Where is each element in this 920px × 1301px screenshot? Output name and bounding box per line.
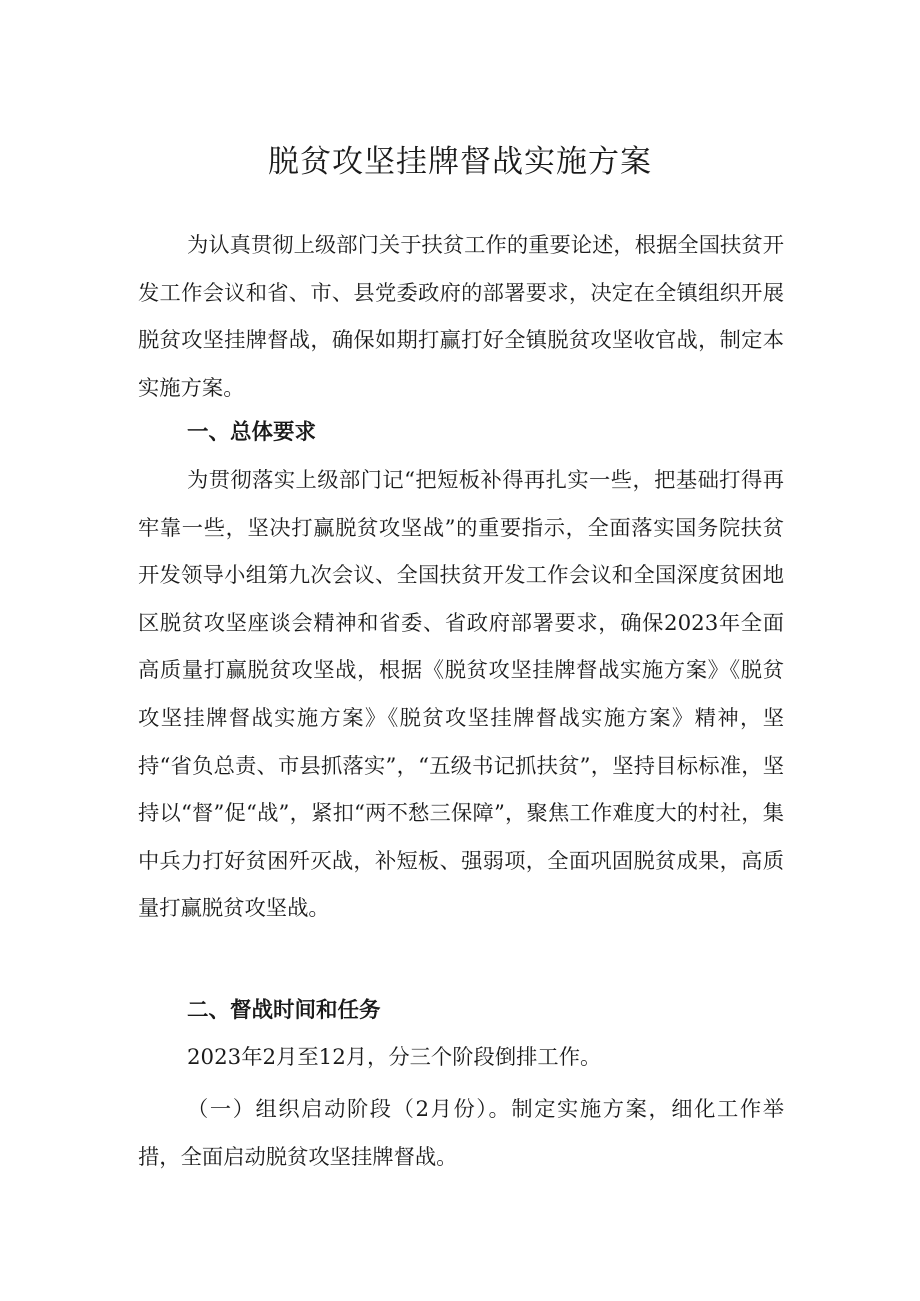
timeline-paragraph: 2023年2月至12月，分三个阶段倒排工作。 xyxy=(187,1045,602,1070)
stage-1-paragraph: （一）组织启动阶段（2月份）。制定实施方案，细化工作举措，全面启动脱贫攻坚挂牌督战。 xyxy=(138,1097,784,1170)
section-2-heading: 二、督战时间和任务 xyxy=(187,998,381,1023)
section-1-heading: 一、总体要求 xyxy=(187,420,317,445)
section-1-body: 为贯彻落实上级部门记“把短板补得再扎实一些，把基础打得再牢靠一些，坚决打赢脱贫攻坚战”的重要指示，全面落实国务院扶贫开发领导小组第九次会议、全国扶贫开发工作会议和全国深度贫困地区脱贫攻坚座谈会精神和省委、省政府部署要求，确保2023年全面高质量打赢脱贫攻坚战，根据《脱贫攻坚挂牌督战实施方案》《脱贫攻坚挂牌督战实施方案》《脱贫攻坚挂牌督战实施方案》精神，坚持“省负总责、市县抓落实”，“五级书记抓扶贫”，坚持目标标准，坚持以“督”促“战”，紧扣“两不愁三保障”，聚焦工作难度大的村社，集中兵力打好贫困歼灭战，补短板、强弱项，全面巩固脱贫成果，高质量打赢脱贫攻坚战。 xyxy=(138,468,784,922)
document-title: 脱贫攻坚挂牌督战实施方案 xyxy=(268,144,652,180)
intro-paragraph: 为认真贯彻上级部门关于扶贫工作的重要论述，根据全国扶贫开发工作会议和省、市、县党委政府的部署要求，决定在全镇组织开展脱贫攻坚挂牌督战，确保如期打赢打好全镇脱贫攻坚收官战，制定本实施方案。 xyxy=(138,233,784,401)
